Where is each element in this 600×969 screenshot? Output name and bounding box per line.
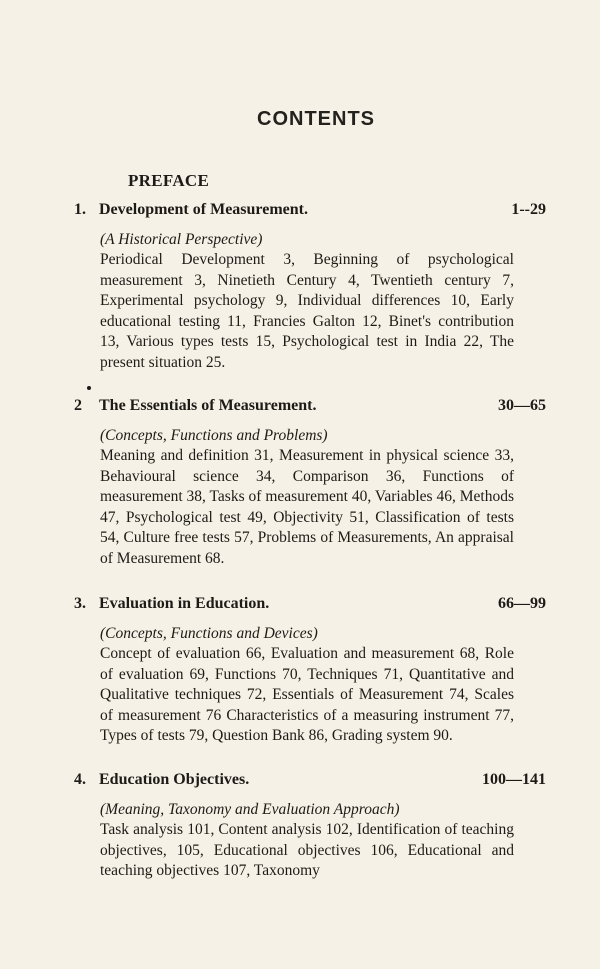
chapter-topics: Concept of evaluation 66, Evaluation and measurement 68, Role of evaluation 69, Functions 70, Techniques 71, Quantitative and Qualitative techniques 72, Essentials of Measurement 74, Scales of measurement 76 Characteristics of a measuring instrument 77, Types of tests 79, Question Bank 86, Grading system 90. (100, 645, 514, 745)
chapter-pages: 30—65 (498, 397, 546, 414)
chapter-subtitle: (Concepts, Functions and Problems) (100, 427, 328, 444)
chapter-heading (74, 201, 546, 223)
page-title: CONTENTS (257, 108, 375, 130)
chapter-title: Education Objectives. (99, 771, 250, 788)
bullet-mark (87, 386, 91, 390)
chapter-topics: Task analysis 101, Content analysis 102, Identification of teaching objectives, 105, Educational objectives 106, Educational and teaching objectives 107, Taxonomy (100, 821, 514, 880)
chapter-number: 4. (74, 771, 86, 788)
chapter-number: 1. (74, 201, 86, 218)
chapter-pages: 100—141 (482, 771, 546, 788)
chapter-heading (74, 397, 546, 419)
chapter-1 (74, 201, 546, 374)
chapter-2 (74, 397, 546, 570)
chapter-pages: 66—99 (498, 595, 546, 612)
chapter-title: Development of Measurement. (99, 201, 308, 218)
chapter-title: Evaluation in Education. (99, 595, 270, 612)
chapter-topics: Meaning and definition 31, Measurement in physical science 33, Behavioural science 34, Comparison 36, Functions of measurement 38, Tasks of measurement 40, Variables 46, Methods 47, Psychological test 49, Objectivity 51, Classification of tests 54, Culture free tests 57, Problems of Measurements, An appraisal of Measurement 68. (100, 447, 514, 567)
chapter-subtitle: (Concepts, Functions and Devices) (100, 625, 318, 642)
chapter-3 (74, 595, 546, 747)
chapter-pages: 1--29 (511, 201, 546, 218)
chapter-number: 3. (74, 595, 86, 612)
chapter-subtitle: (Meaning, Taxonomy and Evaluation Approach) (100, 801, 400, 818)
preface-entry: PREFACE (128, 171, 210, 190)
chapter-subtitle: (A Historical Perspective) (100, 231, 263, 248)
chapter-heading (74, 595, 546, 617)
chapter-topics: Periodical Development 3, Beginning of psychological measurement 3, Ninetieth Century 4, Twentieth century 7, Experimental psychology 9, Individual differences 10, Early educational testing 11, Francies Galton 12, Binet's contribution 13, Various types tests 15, Psychological test in India 22, The present situation 25. (100, 251, 514, 371)
chapter-number: 2 (74, 397, 82, 414)
chapter-title: The Essentials of Measurement. (99, 397, 317, 414)
chapter-4 (74, 771, 546, 882)
chapter-heading (74, 771, 546, 793)
